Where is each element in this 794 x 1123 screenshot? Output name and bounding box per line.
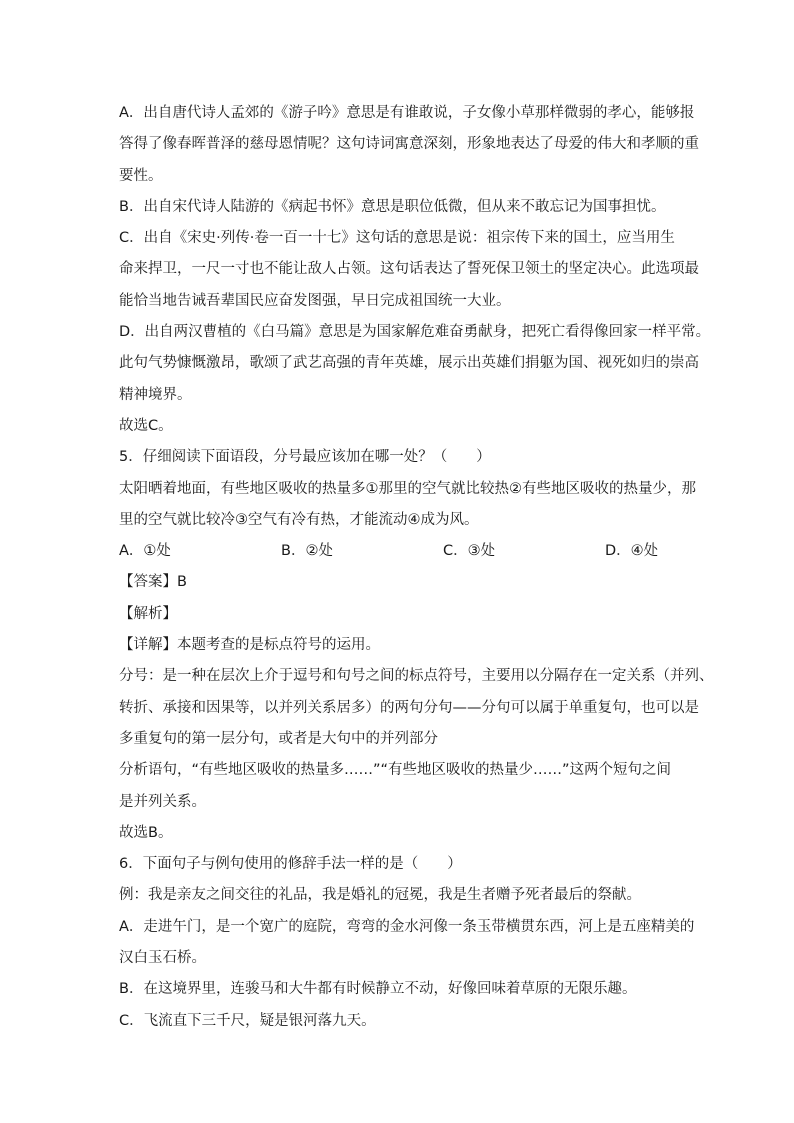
text-line: 6．下面句子与例句使用的修辞手法一样的是（ ） bbox=[119, 856, 462, 873]
text-line: 故选C。 bbox=[119, 417, 173, 434]
text-line: 此句气势慷慨激昂，歌颂了武艺高强的青年英雄，展示出英雄们捐躯为国、视死如归的崇高 bbox=[119, 355, 699, 372]
text-line: 【解析】 bbox=[119, 605, 177, 622]
text-line: A．出自唐代诗人孟郊的《游子吟》意思是有谁敢说，子女像小草那样微弱的孝心，能够报 bbox=[119, 105, 695, 121]
answer-section bbox=[119, 567, 714, 1036]
text-line: 5．仔细阅读下面语段，分号最应该加在哪一处？（ ） bbox=[119, 449, 491, 466]
option-b: B．②处 bbox=[281, 543, 333, 560]
text-line: 转折、承接和因果等，以并列关系居多）的两句分句——分句可以属于单重复句，也可以是 bbox=[119, 699, 699, 716]
text-line: 【答案】B bbox=[119, 574, 187, 591]
text-line: C．出自《宋史·列传·卷一百一十七》这句话的意思是说：祖宗传下来的国土，应当用生 bbox=[119, 230, 675, 247]
option-a: A．①处 bbox=[119, 543, 171, 560]
text-line: 【详解】本题考查的是标点符号的运用。 bbox=[119, 637, 380, 654]
text-line: 汉白玉石桥。 bbox=[119, 950, 206, 967]
text-line: 里的空气就比较冷③空气有冷有热，才能流动④成为风。 bbox=[119, 511, 479, 528]
text-line: 精神境界。 bbox=[119, 386, 192, 403]
question-5-options bbox=[119, 536, 679, 567]
text-line: 答得了像春晖普泽的慈母恩情呢？这句诗词寓意深刻，形象地表达了母爱的伟大和孝顺的重 bbox=[119, 136, 699, 153]
text-line: 分号：是一种在层次上介于逗号和句号之间的标点符号，主要用以分隔存在一定关系（并列、 bbox=[119, 668, 714, 685]
text-line: D．出自两汉曹植的《白马篇》意思是为国家解危难奋勇献身，把死亡看得像回家一样平常。 bbox=[119, 324, 711, 341]
text-line: 能恰当地告诫吾辈国民应奋发图强，早日完成祖国统一大业。 bbox=[119, 292, 511, 309]
text-line: B．在这境界里，连骏马和大牛都有时候静立不动，好像回味着草原的无限乐趣。 bbox=[119, 981, 637, 998]
document-body bbox=[119, 98, 714, 1037]
text-line: 故选B。 bbox=[119, 824, 173, 841]
text-line: 例：我是亲友之间交往的礼品，我是婚礼的冠冕，我是生者赠予死者最后的祭献。 bbox=[119, 887, 641, 904]
text-line: C．飞流直下三千尺，疑是银河落九天。 bbox=[119, 1012, 376, 1029]
text-line: 命来捍卫，一尺一寸也不能让敌人占领。这句话表达了誓死保卫领土的坚定决心。此选项最 bbox=[119, 261, 699, 278]
option-c: C．③处 bbox=[443, 543, 496, 560]
text-line: 是并列关系。 bbox=[119, 793, 206, 810]
text-line: B．出自宋代诗人陆游的《病起书怀》意思是职位低微，但从来不敢忘记为国事担忧。 bbox=[119, 198, 666, 215]
text-line: A．走进午门，是一个宽广的庭院，弯弯的金水河像一条玉带横贯东西，河上是五座精美的 bbox=[119, 918, 695, 935]
text-line: 要性。 bbox=[119, 167, 163, 184]
analysis-section bbox=[119, 98, 711, 536]
text-line: 太阳晒着地面，有些地区吸收的热量多①那里的空气就比较热②有些地区吸收的热量少，那 bbox=[119, 480, 696, 497]
text-line: 分析语句，“有些地区吸收的热量多……”“有些地区吸收的热量少……”这两个短句之间 bbox=[119, 762, 672, 779]
text-line: 多重复句的第一层分句，或者是大句中的并列部分 bbox=[119, 730, 438, 747]
option-d: D．④处 bbox=[605, 543, 659, 560]
